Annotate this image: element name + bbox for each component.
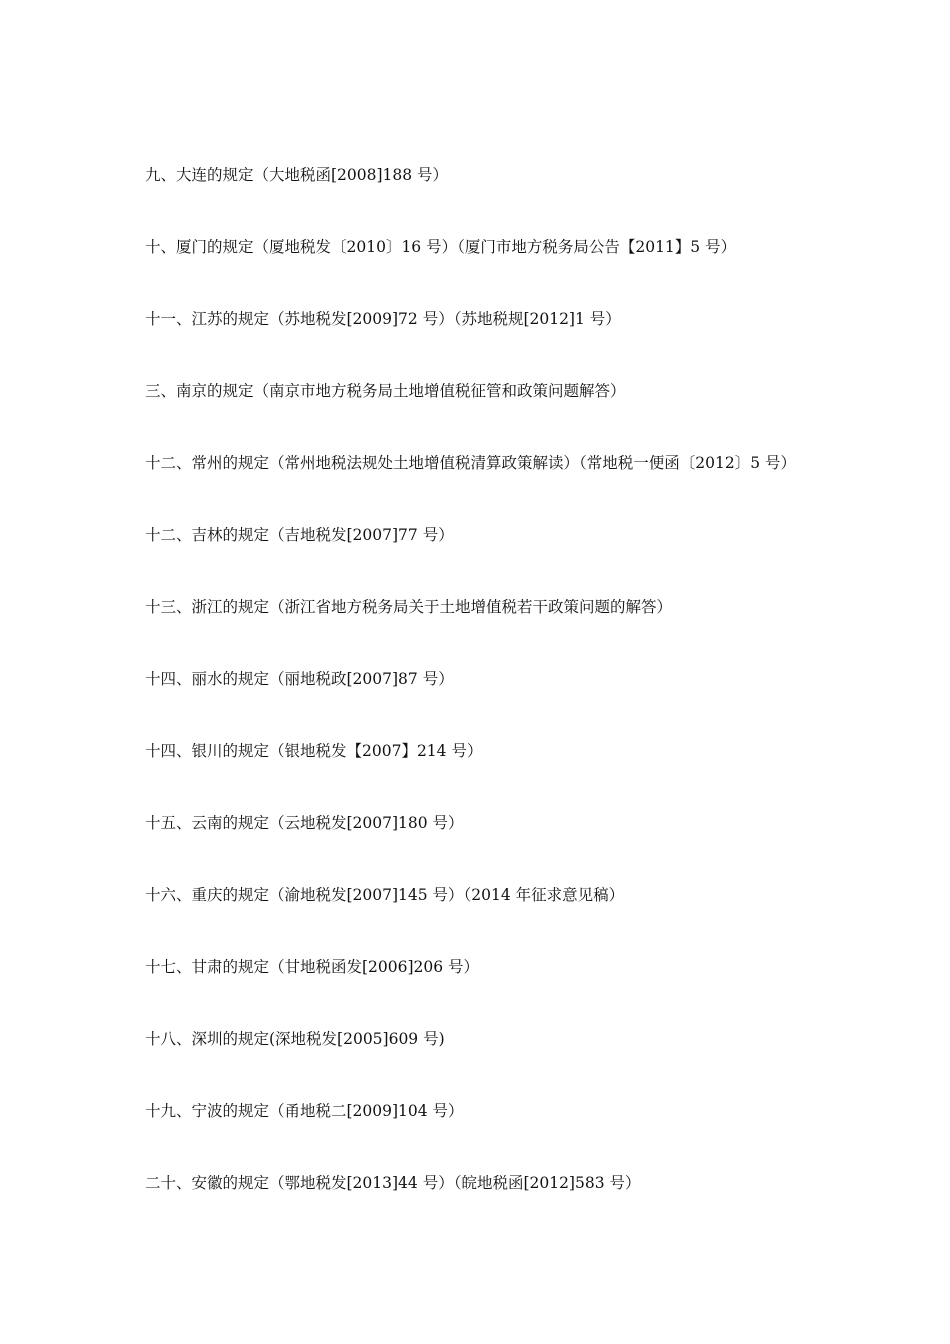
entry-dalian: 九、大连的规定（大地税函[2008]188 号） <box>145 166 449 184</box>
entry-zhejiang: 十三、浙江的规定（浙江省地方税务局关于土地增值税若干政策问题的解答） <box>145 598 673 616</box>
entry-changzhou: 十二、常州的规定（常州地税法规处土地增值税清算政策解读）（常地税一便函〔2012〕5 号） <box>145 454 796 472</box>
entry-gansu: 十七、甘肃的规定（甘地税函发[2006]206 号） <box>145 958 480 976</box>
entry-jiangsu: 十一、江苏的规定（苏地税发[2009]72 号）（苏地税规[2012]1 号） <box>145 310 621 328</box>
entry-anhui: 二十、安徽的规定（鄂地税发[2013]44 号）（皖地税函[2012]583 号） <box>145 1174 641 1192</box>
entry-yinchuan: 十四、银川的规定（银地税发【2007】214 号） <box>145 742 483 760</box>
entry-xiamen: 十、厦门的规定（厦地税发〔2010〕16 号）（厦门市地方税务局公告【2011】5 号） <box>145 238 737 256</box>
entry-lishui: 十四、丽水的规定（丽地税政[2007]87 号） <box>145 670 454 688</box>
entry-yunnan: 十五、云南的规定（云地税发[2007]180 号） <box>145 814 464 832</box>
entry-jilin: 十二、吉林的规定（吉地税发[2007]77 号） <box>145 526 454 544</box>
entry-ningbo: 十九、宁波的规定（甬地税二[2009]104 号） <box>145 1102 464 1120</box>
entry-nanjing: 三、南京的规定（南京市地方税务局土地增值税征管和政策问题解答） <box>145 382 626 400</box>
entry-chongqing: 十六、重庆的规定（渝地税发[2007]145 号）（2014 年征求意见稿） <box>145 886 625 904</box>
entry-shenzhen: 十八、深圳的规定(深地税发[2005]609 号) <box>145 1030 445 1048</box>
document-body <box>145 160 810 1240</box>
